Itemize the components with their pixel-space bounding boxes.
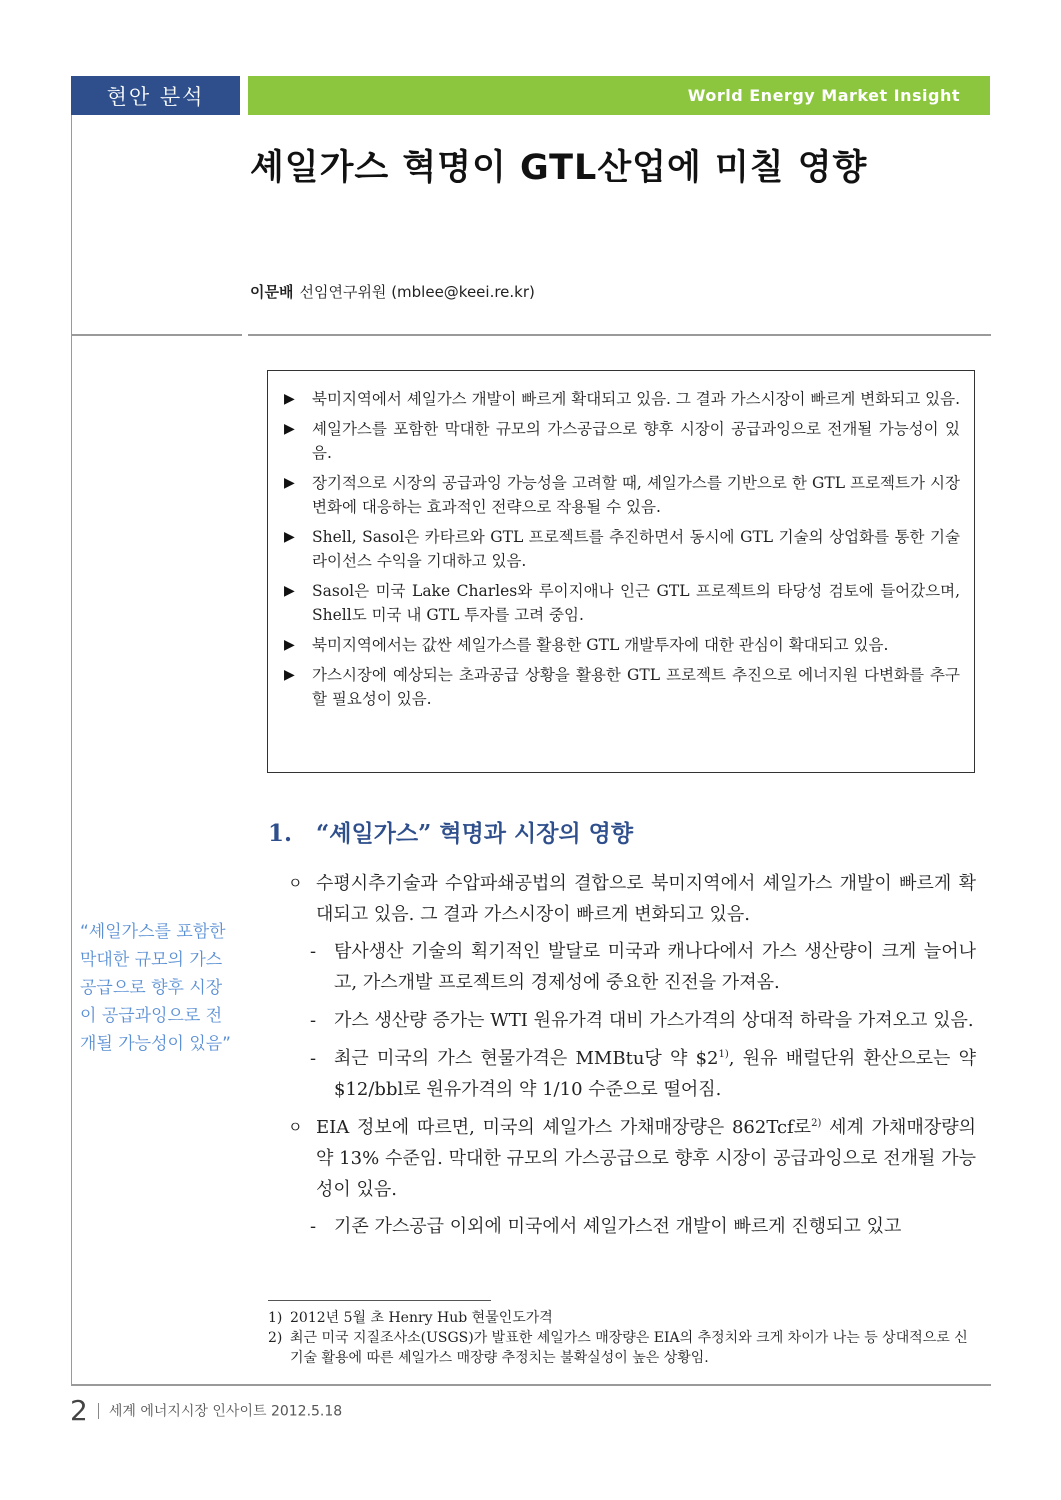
triangle-bullet-icon: ▶ — [284, 667, 295, 683]
text-part: EIA 정보에 따르면, 미국의 셰일가스 가채매장량은 862Tcf로 — [316, 1117, 812, 1138]
triangle-bullet-icon: ▶ — [284, 529, 295, 545]
dash-marker: - — [310, 1048, 317, 1069]
summary-text: 가스시장에 예상되는 초과공급 상황을 활용한 GTL 프로젝트 추진으로 에너지원 다변화를 추구할 필요성이 있음. — [312, 666, 960, 708]
dash-paragraph — [310, 1211, 976, 1242]
summary-text: Shell, Sasol은 카타르와 GTL 프로젝트를 추진하면서 동시에 GTL 기술의 상업화를 통한 기술 라이선스 수익을 기대하고 있음. — [312, 528, 960, 570]
triangle-bullet-icon: ▶ — [284, 583, 295, 599]
footnote-text: 최근 미국 지질조사소(USGS)가 발표한 셰일가스 매장량은 EIA의 추정치와 크게 차이가 나는 등 상대적으로 신기술 활용에 따른 셰일가스 매장량 추정치는 불확실성이 높은 상황임. — [290, 1330, 968, 1366]
section-heading — [268, 815, 633, 848]
footnote-ref[interactable]: 2) — [811, 1118, 822, 1129]
text-part: 세계 가채매장량의 약 13% 수준임. 막대한 규모의 가스공급으로 향후 시장이 공급과잉으로 전개될 가능성이 있음. — [316, 1117, 976, 1200]
summary-text: 셰일가스를 포함한 막대한 규모의 가스공급으로 향후 시장이 공급과잉으로 전개될 가능성이 있음. — [312, 420, 960, 462]
paragraph-text: 가스 생산량 증가는 WTI 원유가격 대비 가스가격의 상대적 하락을 가져오고 있음. — [334, 1010, 974, 1031]
triangle-bullet-icon: ▶ — [284, 475, 295, 491]
author-name: 이문배 — [250, 283, 294, 301]
summary-text: 장기적으로 시장의 공급과잉 가능성을 고려할 때, 셰일가스를 기반으로 한 GTL 프로젝트가 시장변화에 대응하는 효과적인 전략으로 작용될 수 있음. — [312, 474, 960, 516]
left-rule — [71, 115, 72, 1385]
author-info: 선임연구위원 (mblee@keei.re.kr) — [299, 283, 535, 301]
summary-text: 북미지역에서 셰일가스 개발이 빠르게 확대되고 있음. 그 결과 가스시장이 빠르게 변화되고 있음. — [312, 390, 961, 408]
author-line — [250, 281, 535, 302]
summary-item — [284, 417, 960, 465]
article-title: 셰일가스 혁명이 GTL산업에 미칠 영향 — [250, 148, 868, 188]
paragraph-text: 기존 가스공급 이외에 미국에서 셰일가스전 개발이 빠르게 진행되고 있고 — [334, 1216, 902, 1237]
paragraph-text: 수평시추기술과 수압파쇄공법의 결합으로 북미지역에서 셰일가스 개발이 빠르게 확대되고 있음. 그 결과 가스시장이 빠르게 변화되고 있음. — [316, 873, 976, 925]
text-part: , 원유 배럴단위 환산으로는 약 $12/bbl로 원유가격의 약 1/10 수준으로 떨어짐. — [334, 1048, 976, 1100]
publication-info: 세계 에너지시장 인사이트 2012.5.18 — [108, 1403, 343, 1420]
dash-marker: - — [310, 941, 317, 962]
section-number: 1. — [268, 820, 293, 847]
summary-item — [284, 633, 960, 657]
pull-quote: “셰일가스를 포함한 막대한 규모의 가스공급으로 향후 시장이 공급과잉으로 전개될 가능성이 있음” — [80, 922, 231, 1054]
bullet-paragraph — [288, 868, 976, 930]
footnote — [268, 1328, 976, 1368]
page-number: 2 — [70, 1394, 88, 1427]
divider-gap — [242, 333, 248, 337]
paragraph-text — [316, 1112, 976, 1205]
summary-text: Sasol은 미국 Lake Charles와 루이지애나 인근 GTL 프로젝트의 타당성 검토에 들어갔으며, Shell도 미국 내 GTL 투자를 고려 중임. — [312, 582, 960, 624]
dash-paragraph — [310, 936, 976, 998]
triangle-bullet-icon: ▶ — [284, 391, 295, 407]
text-part: 최근 미국의 가스 현물가격은 MMBtu당 약 $2 — [334, 1048, 719, 1069]
publication-banner: World Energy Market Insight — [248, 76, 990, 115]
footnote-text: 2012년 5월 초 Henry Hub 현물인도가격 — [290, 1310, 553, 1326]
header-divider — [71, 334, 991, 336]
triangle-bullet-icon: ▶ — [284, 421, 295, 437]
footnote-rule — [268, 1300, 491, 1301]
page-footer — [70, 1394, 342, 1427]
summary-item — [284, 663, 960, 711]
footnote-key: 1) — [268, 1310, 283, 1326]
bullet-paragraph — [288, 1112, 976, 1205]
summary-text: 북미지역에서는 값싼 셰일가스를 활용한 GTL 개발투자에 대한 관심이 확대되고 있음. — [312, 636, 889, 654]
section-body — [288, 868, 976, 1249]
summary-box — [267, 370, 975, 773]
paragraph-text: 탐사생산 기술의 획기적인 발달로 미국과 캐나다에서 가스 생산량이 크게 늘어나고, 가스개발 프로젝트의 경제성에 중요한 진전을 가져옴. — [334, 941, 976, 993]
circle-bullet-icon: ㅇ — [288, 874, 303, 892]
footnotes — [268, 1308, 976, 1368]
dash-marker: - — [310, 1010, 317, 1031]
dash-paragraph — [310, 1043, 976, 1105]
summary-item — [284, 471, 960, 519]
section-title: “셰일가스” 혁명과 시장의 영향 — [316, 820, 634, 847]
summary-item — [284, 525, 960, 573]
dash-paragraph — [310, 1005, 976, 1036]
dash-marker: - — [310, 1216, 317, 1237]
footnote-key: 2) — [268, 1330, 283, 1346]
triangle-bullet-icon: ▶ — [284, 637, 295, 653]
paragraph-text — [334, 1043, 976, 1105]
footnote — [268, 1308, 976, 1328]
summary-item — [284, 387, 960, 411]
footer-separator — [98, 1403, 99, 1419]
summary-item — [284, 579, 960, 627]
circle-bullet-icon: ㅇ — [288, 1118, 303, 1136]
section-tag: 현안 분석 — [71, 76, 240, 115]
footer-divider — [71, 1384, 991, 1386]
footnote-ref[interactable]: 1) — [718, 1049, 729, 1060]
